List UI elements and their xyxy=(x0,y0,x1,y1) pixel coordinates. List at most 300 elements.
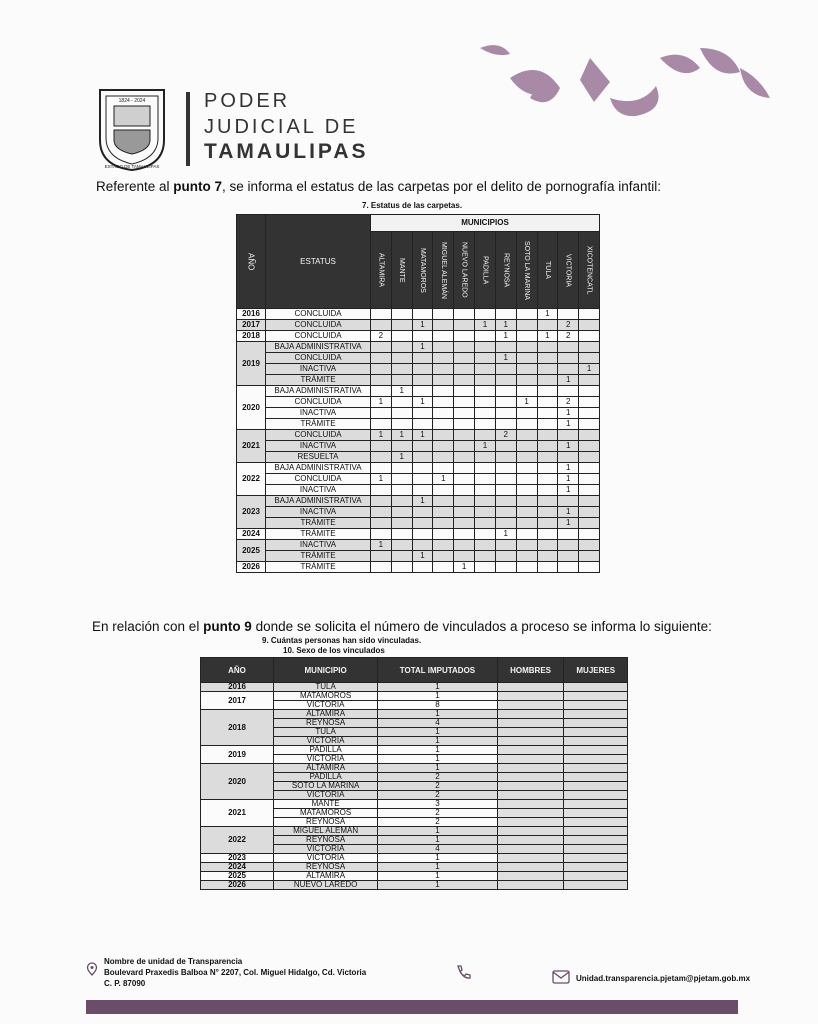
total-cell: 2 xyxy=(378,809,497,818)
municipio-cell: MATAMOROS xyxy=(274,809,378,818)
count-cell xyxy=(454,485,475,496)
count-cell: 1 xyxy=(433,474,454,485)
count-cell xyxy=(579,551,600,562)
table-row xyxy=(237,353,600,364)
count-cell xyxy=(371,485,392,496)
count-cell xyxy=(391,353,412,364)
phone-icon xyxy=(454,964,472,982)
municipio-cell: ALTAMIRA xyxy=(274,872,378,881)
count-cell xyxy=(579,485,600,496)
count-cell xyxy=(495,375,516,386)
table-row xyxy=(237,551,600,562)
mujeres-cell xyxy=(564,845,628,854)
count-cell: 1 xyxy=(495,331,516,342)
status-cell: INACTIVA xyxy=(266,441,371,452)
count-cell xyxy=(454,507,475,518)
total-cell: 2 xyxy=(378,818,497,827)
mujeres-cell xyxy=(564,764,628,773)
count-cell xyxy=(495,309,516,320)
total-cell: 1 xyxy=(378,746,497,755)
status-cell: BAJA ADMINISTRATIVA xyxy=(266,386,371,397)
count-cell xyxy=(579,375,600,386)
count-cell: 1 xyxy=(558,375,579,386)
table-row xyxy=(201,872,628,881)
count-cell xyxy=(579,419,600,430)
count-cell xyxy=(454,375,475,386)
total-cell: 1 xyxy=(378,728,497,737)
brand-line-1: PODER xyxy=(204,90,291,112)
count-cell xyxy=(516,342,537,353)
total-cell: 4 xyxy=(378,719,497,728)
count-cell xyxy=(516,507,537,518)
count-cell xyxy=(391,518,412,529)
count-cell xyxy=(391,309,412,320)
count-cell xyxy=(537,441,558,452)
mujeres-cell xyxy=(564,872,628,881)
count-cell xyxy=(516,320,537,331)
count-cell xyxy=(537,353,558,364)
count-cell xyxy=(537,463,558,474)
municipio-cell: ALTAMIRA xyxy=(274,764,378,773)
table-row xyxy=(201,746,628,755)
count-cell xyxy=(371,507,392,518)
count-cell xyxy=(475,375,496,386)
total-cell: 1 xyxy=(378,683,497,692)
count-cell xyxy=(412,463,433,474)
table-row xyxy=(237,331,600,342)
count-cell: 1 xyxy=(558,518,579,529)
count-cell xyxy=(537,551,558,562)
count-cell xyxy=(454,353,475,364)
mujeres-cell xyxy=(564,827,628,836)
municipio-cell: PADILLA xyxy=(274,773,378,782)
table-row xyxy=(237,309,600,320)
status-cell: INACTIVA xyxy=(266,364,371,375)
total-cell: 2 xyxy=(378,782,497,791)
count-cell xyxy=(475,342,496,353)
count-cell xyxy=(454,331,475,342)
status-cell: CONCLUIDA xyxy=(266,430,371,441)
table-row xyxy=(201,863,628,872)
count-cell xyxy=(433,540,454,551)
count-cell xyxy=(391,507,412,518)
count-cell xyxy=(579,331,600,342)
municipio-cell: MANTE xyxy=(274,800,378,809)
count-cell xyxy=(475,562,496,573)
count-cell xyxy=(433,518,454,529)
count-cell: 1 xyxy=(537,309,558,320)
municipio-cell: REYNOSA xyxy=(274,818,378,827)
hombres-cell xyxy=(497,773,564,782)
hombres-cell xyxy=(497,746,564,755)
status-cell: BAJA ADMINISTRATIVA xyxy=(266,496,371,507)
hombres-cell xyxy=(497,782,564,791)
count-cell xyxy=(454,540,475,551)
count-cell xyxy=(537,419,558,430)
municipio-header: MATAMOROS xyxy=(412,232,433,309)
municipio-cell: VICTORIA xyxy=(274,854,378,863)
intro-paragraph-2: En relación con el punto 9 donde se solicita el número de vinculados a proceso se informa lo siguiente: xyxy=(92,619,712,634)
count-cell xyxy=(516,518,537,529)
count-cell: 1 xyxy=(412,551,433,562)
status-cell: CONCLUIDA xyxy=(266,397,371,408)
count-cell xyxy=(391,408,412,419)
total-cell: 1 xyxy=(378,764,497,773)
municipio-cell: TULA xyxy=(274,728,378,737)
status-cell: TRÁMITE xyxy=(266,529,371,540)
count-cell: 1 xyxy=(558,463,579,474)
count-cell xyxy=(475,540,496,551)
count-cell xyxy=(475,463,496,474)
municipio-header: XICOTENCATL xyxy=(579,232,600,309)
table-row xyxy=(237,496,600,507)
mujeres-cell xyxy=(564,692,628,701)
count-cell: 1 xyxy=(412,496,433,507)
count-cell xyxy=(516,331,537,342)
hombres-cell xyxy=(497,881,564,890)
header-year: AÑO xyxy=(237,215,266,309)
svg-text:ESTADO DE TAMAULIPAS: ESTADO DE TAMAULIPAS xyxy=(104,164,160,169)
count-cell: 1 xyxy=(391,430,412,441)
count-cell xyxy=(391,474,412,485)
mujeres-cell xyxy=(564,782,628,791)
count-cell xyxy=(371,375,392,386)
column-header: HOMBRES xyxy=(497,658,564,683)
hombres-cell xyxy=(497,701,564,710)
municipio-cell: REYNOSA xyxy=(274,719,378,728)
count-cell xyxy=(495,463,516,474)
count-cell xyxy=(579,529,600,540)
municipio-cell: NUEVO LAREDO xyxy=(274,881,378,890)
count-cell xyxy=(537,364,558,375)
count-cell: 1 xyxy=(558,507,579,518)
total-cell: 1 xyxy=(378,827,497,836)
mujeres-cell xyxy=(564,818,628,827)
count-cell: 1 xyxy=(371,474,392,485)
table-row xyxy=(237,342,600,353)
table-row xyxy=(237,485,600,496)
count-cell xyxy=(579,562,600,573)
count-cell: 1 xyxy=(412,397,433,408)
count-cell xyxy=(475,529,496,540)
count-cell xyxy=(371,364,392,375)
location-pin-icon xyxy=(86,962,98,976)
year-cell: 2021 xyxy=(201,800,274,827)
count-cell xyxy=(579,441,600,452)
count-cell xyxy=(537,485,558,496)
year-cell: 2026 xyxy=(201,881,274,890)
total-cell: 2 xyxy=(378,791,497,800)
count-cell xyxy=(516,430,537,441)
count-cell xyxy=(475,353,496,364)
transparency-unit-address: Nombre de unidad de Transparencia Boulevard Praxedis Balboa N° 2207, Col. Miguel Hidalgo, Cd. Victoria C. P. 87090 xyxy=(104,957,367,988)
count-cell: 1 xyxy=(391,386,412,397)
count-cell xyxy=(516,419,537,430)
table-row xyxy=(237,518,600,529)
status-cell: INACTIVA xyxy=(266,485,371,496)
total-cell: 4 xyxy=(378,845,497,854)
count-cell xyxy=(433,331,454,342)
year-cell: 2022 xyxy=(237,463,266,496)
brand-line-2: JUDICIAL DE xyxy=(204,116,359,138)
table-row xyxy=(237,397,600,408)
count-cell xyxy=(454,364,475,375)
hombres-cell xyxy=(497,818,564,827)
brand-divider xyxy=(186,92,190,166)
hombres-cell xyxy=(497,710,564,719)
mujeres-cell xyxy=(564,746,628,755)
table-row xyxy=(237,474,600,485)
year-cell: 2024 xyxy=(237,529,266,540)
count-cell xyxy=(475,474,496,485)
count-cell xyxy=(516,452,537,463)
count-cell: 2 xyxy=(495,430,516,441)
status-cell: CONCLUIDA xyxy=(266,474,371,485)
municipio-cell: REYNOSA xyxy=(274,863,378,872)
status-cell: INACTIVA xyxy=(266,408,371,419)
count-cell xyxy=(454,397,475,408)
hombres-cell xyxy=(497,872,564,881)
count-cell xyxy=(516,408,537,419)
count-cell xyxy=(495,397,516,408)
municipio-header: MIGUEL ALEMÁN xyxy=(433,232,454,309)
hombres-cell xyxy=(497,800,564,809)
status-cell: TRÁMITE xyxy=(266,562,371,573)
count-cell xyxy=(371,408,392,419)
count-cell xyxy=(558,430,579,441)
column-header: AÑO xyxy=(201,658,274,683)
count-cell xyxy=(412,419,433,430)
count-cell xyxy=(433,408,454,419)
count-cell xyxy=(391,540,412,551)
count-cell xyxy=(475,309,496,320)
mail-icon xyxy=(552,970,570,984)
total-cell: 1 xyxy=(378,863,497,872)
count-cell xyxy=(537,375,558,386)
count-cell xyxy=(558,529,579,540)
municipio-cell: PADILLA xyxy=(274,746,378,755)
count-cell xyxy=(371,452,392,463)
table-row xyxy=(237,408,600,419)
table-row xyxy=(201,881,628,890)
count-cell xyxy=(579,320,600,331)
count-cell xyxy=(475,408,496,419)
brand-line-3: TAMAULIPAS xyxy=(204,140,369,163)
count-cell xyxy=(433,562,454,573)
hombres-cell xyxy=(497,737,564,746)
count-cell xyxy=(391,342,412,353)
count-cell xyxy=(412,375,433,386)
count-cell xyxy=(516,441,537,452)
count-cell xyxy=(495,342,516,353)
municipio-header: REYNOSA xyxy=(495,232,516,309)
count-cell xyxy=(558,496,579,507)
total-cell: 2 xyxy=(378,773,497,782)
count-cell xyxy=(391,375,412,386)
count-cell: 1 xyxy=(495,353,516,364)
count-cell: 1 xyxy=(495,320,516,331)
count-cell: 1 xyxy=(558,419,579,430)
count-cell xyxy=(391,320,412,331)
count-cell xyxy=(454,463,475,474)
mujeres-cell xyxy=(564,854,628,863)
count-cell xyxy=(579,540,600,551)
hombres-cell xyxy=(497,683,564,692)
count-cell xyxy=(475,496,496,507)
total-cell: 1 xyxy=(378,755,497,764)
status-cell: CONCLUIDA xyxy=(266,320,371,331)
count-cell xyxy=(579,518,600,529)
total-cell: 1 xyxy=(378,737,497,746)
count-cell: 1 xyxy=(558,408,579,419)
count-cell xyxy=(537,540,558,551)
count-cell: 1 xyxy=(558,474,579,485)
count-cell xyxy=(391,397,412,408)
total-cell: 1 xyxy=(378,710,497,719)
year-cell: 2019 xyxy=(237,342,266,386)
count-cell xyxy=(371,496,392,507)
count-cell: 1 xyxy=(391,452,412,463)
count-cell xyxy=(516,353,537,364)
municipio-header: PADILLA xyxy=(475,232,496,309)
count-cell xyxy=(516,463,537,474)
count-cell xyxy=(433,529,454,540)
count-cell xyxy=(495,408,516,419)
count-cell xyxy=(371,551,392,562)
count-cell xyxy=(371,463,392,474)
count-cell xyxy=(412,441,433,452)
municipio-cell: VICTORIA xyxy=(274,737,378,746)
table-row xyxy=(237,375,600,386)
municipio-cell: VICTORIA xyxy=(274,845,378,854)
column-header: MUJERES xyxy=(564,658,628,683)
year-cell: 2025 xyxy=(237,540,266,562)
count-cell xyxy=(412,386,433,397)
count-cell: 1 xyxy=(558,485,579,496)
mujeres-cell xyxy=(564,701,628,710)
count-cell xyxy=(537,507,558,518)
count-cell xyxy=(412,562,433,573)
hombres-cell xyxy=(497,755,564,764)
table-row xyxy=(201,683,628,692)
count-cell xyxy=(454,309,475,320)
year-cell: 2020 xyxy=(201,764,274,800)
status-cell: CONCLUIDA xyxy=(266,309,371,320)
count-cell xyxy=(454,408,475,419)
year-cell: 2025 xyxy=(201,872,274,881)
count-cell xyxy=(391,529,412,540)
count-cell xyxy=(558,551,579,562)
count-cell xyxy=(537,452,558,463)
count-cell xyxy=(579,474,600,485)
table-row xyxy=(237,430,600,441)
municipio-cell: VICTORIA xyxy=(274,791,378,800)
status-cell: RESUELTA xyxy=(266,452,371,463)
count-cell xyxy=(516,375,537,386)
municipio-header: SOTO LA MARINA xyxy=(516,232,537,309)
count-cell: 2 xyxy=(558,320,579,331)
count-cell xyxy=(371,529,392,540)
status-cell: INACTIVA xyxy=(266,540,371,551)
table-row xyxy=(237,540,600,551)
hombres-cell xyxy=(497,863,564,872)
contact-email[interactable]: Unidad.transparencia.pjetam@pjetam.gob.mx xyxy=(576,974,751,983)
count-cell xyxy=(412,452,433,463)
count-cell xyxy=(371,320,392,331)
carpetas-status-table xyxy=(236,214,600,573)
count-cell xyxy=(495,496,516,507)
vinculados-table xyxy=(200,657,628,890)
count-cell xyxy=(391,562,412,573)
year-cell: 2023 xyxy=(237,496,266,529)
count-cell xyxy=(475,452,496,463)
count-cell: 2 xyxy=(371,331,392,342)
count-cell xyxy=(433,309,454,320)
count-cell xyxy=(391,441,412,452)
count-cell xyxy=(433,397,454,408)
count-cell: 1 xyxy=(412,342,433,353)
year-cell: 2026 xyxy=(237,562,266,573)
count-cell xyxy=(412,529,433,540)
count-cell xyxy=(495,507,516,518)
hombres-cell xyxy=(497,854,564,863)
municipio-cell: VICTORIA xyxy=(274,755,378,764)
count-cell xyxy=(454,474,475,485)
mujeres-cell xyxy=(564,710,628,719)
table-row xyxy=(237,562,600,573)
count-cell xyxy=(558,386,579,397)
count-cell xyxy=(537,474,558,485)
table-row xyxy=(237,364,600,375)
count-cell xyxy=(433,441,454,452)
total-cell: 3 xyxy=(378,800,497,809)
count-cell xyxy=(558,452,579,463)
table-row xyxy=(237,386,600,397)
svg-text:1824 - 2024: 1824 - 2024 xyxy=(118,98,146,104)
total-cell: 1 xyxy=(378,854,497,863)
count-cell xyxy=(516,540,537,551)
count-cell xyxy=(579,342,600,353)
count-cell xyxy=(475,518,496,529)
count-cell xyxy=(433,507,454,518)
count-cell xyxy=(537,408,558,419)
count-cell xyxy=(516,562,537,573)
mujeres-cell xyxy=(564,755,628,764)
municipio-cell: TULA xyxy=(274,683,378,692)
table-row xyxy=(237,529,600,540)
count-cell xyxy=(391,331,412,342)
count-cell xyxy=(558,562,579,573)
count-cell xyxy=(579,353,600,364)
count-cell xyxy=(579,496,600,507)
table-row xyxy=(237,507,600,518)
count-cell xyxy=(433,551,454,562)
count-cell xyxy=(371,562,392,573)
year-cell: 2019 xyxy=(201,746,274,764)
header-status: ESTATUS xyxy=(266,215,371,309)
count-cell xyxy=(433,463,454,474)
count-cell xyxy=(371,309,392,320)
count-cell xyxy=(433,430,454,441)
count-cell: 2 xyxy=(558,397,579,408)
count-cell xyxy=(433,452,454,463)
hombres-cell xyxy=(497,764,564,773)
count-cell xyxy=(579,408,600,419)
mujeres-cell xyxy=(564,809,628,818)
count-cell xyxy=(516,529,537,540)
count-cell xyxy=(454,518,475,529)
status-cell: INACTIVA xyxy=(266,507,371,518)
